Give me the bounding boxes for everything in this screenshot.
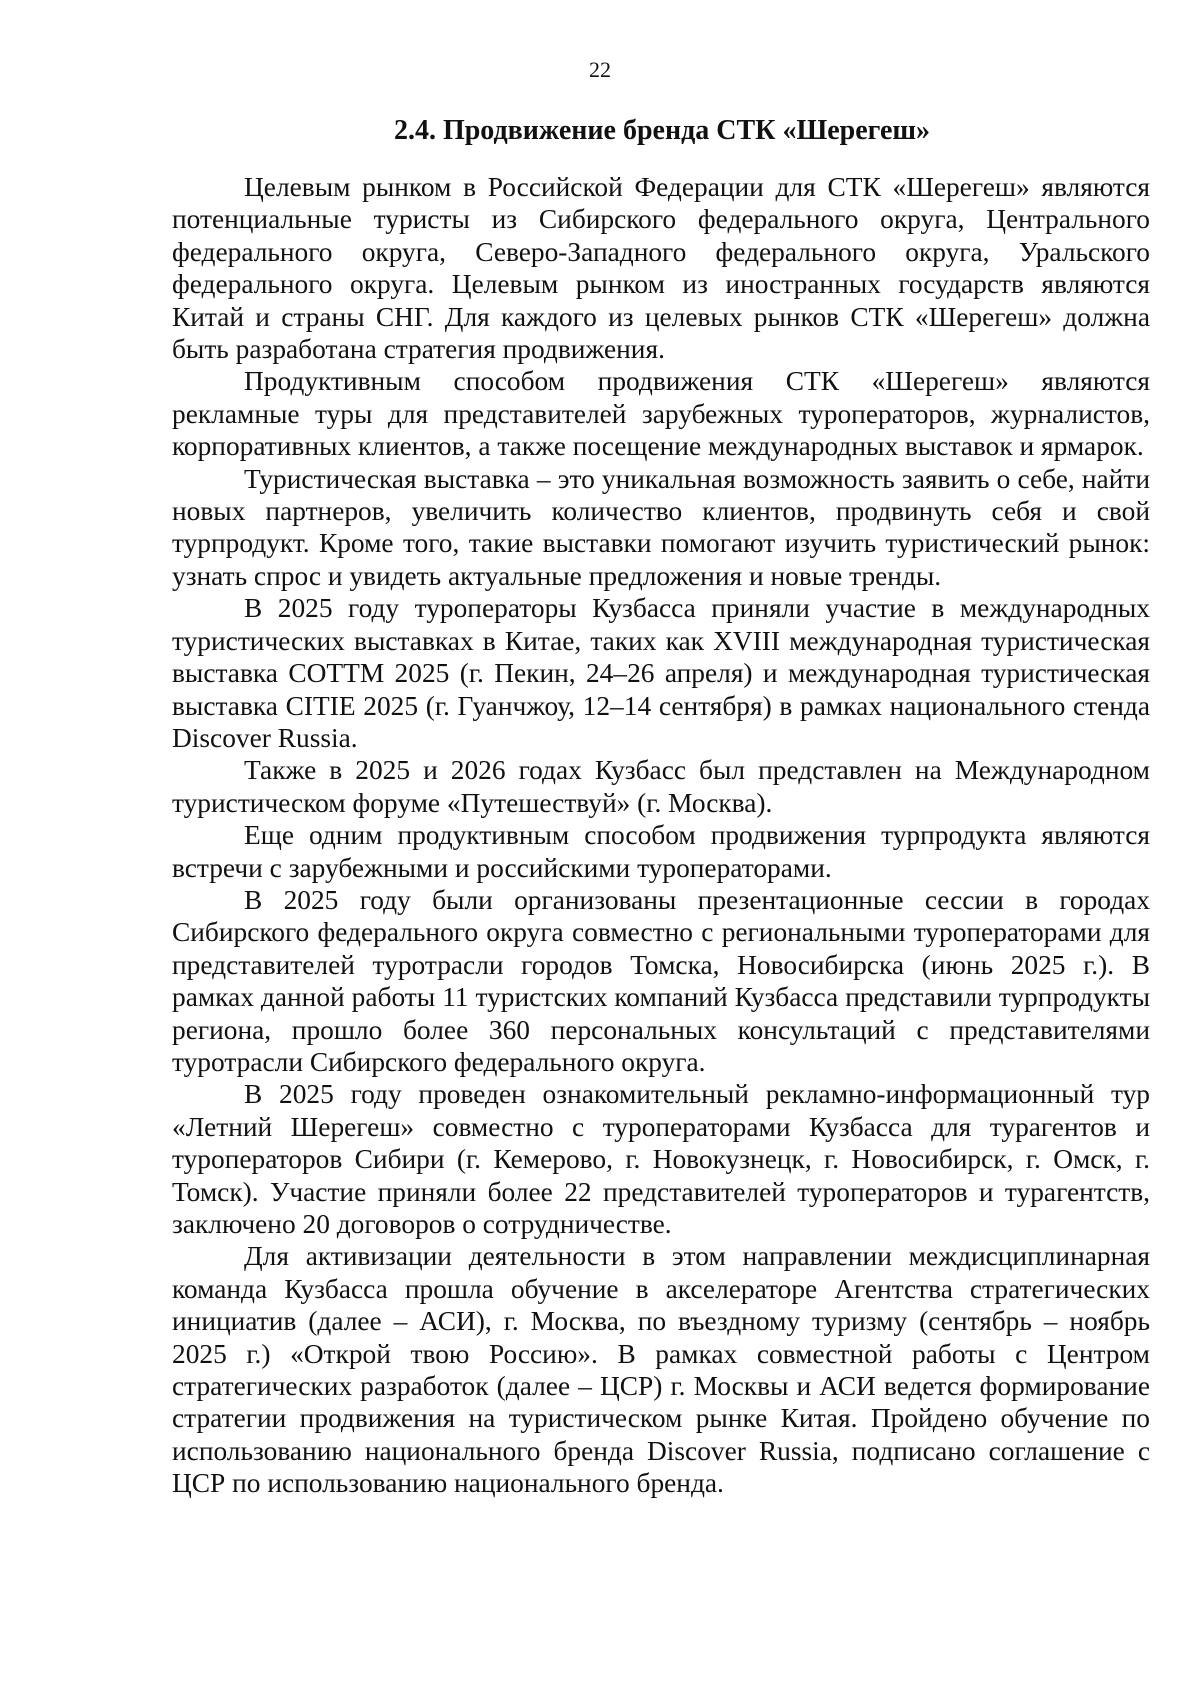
- paragraph: Продуктивным способом продвижения СТК «Шерегеш» являются рекламные туры для представителей зарубежных туроператоров, журналистов, корпоративных клиентов, а также посещение международных выставок и ярмарок.: [172, 366, 1150, 462]
- paragraph: В 2025 году туроператоры Кузбасса приняли участие в международных туристических выставках в Китае, таких как XVIII международная туристическая выставка COTTM 2025 (г. Пекин, 24–26 апреля) и международная туристическая выставка CITIE 2025 (г. Гуанчжоу, 12–14 сентября) в рамках национального стенда Discover Russia.: [172, 593, 1150, 753]
- paragraph: Еще одним продуктивным способом продвижения турпродукта являются встречи с зарубежными и российскими туроператорами.: [172, 820, 1150, 883]
- body-text: [172, 171, 1150, 1500]
- paragraph: Целевым рынком в Российской Федерации для СТК «Шерегеш» являются потенциальные туристы из Сибирского федерального округа, Центрального федерального округа, Северо-Западного федерального округа, Уральского федерального округа. Целевым рынком из иностранных государств являются Китай и страны СНГ. Для каждого из целевых рынков СТК «Шерегеш» должна быть разработана стратегия продвижения.: [172, 172, 1150, 365]
- paragraph: Для активизации деятельности в этом направлении междисциплинарная команда Кузбасса прошла обучение в акселераторе Агентства стратегических инициатив (далее – АСИ), г. Москва, по въездному туризму (сентябрь – ноябрь 2025 г.) «Открой твою Россию». В рамках совместной работы с Центром стратегических разработок (далее – ЦСР) г. Москвы и АСИ ведется формирование стратегии продвижения на туристическом рынке Китая. Пройдено обучение по использованию национального бренда Discover Russia, подписано соглашение с ЦСР по использованию национального бренда.: [172, 1241, 1150, 1499]
- paragraph: В 2025 году были организованы презентационные сессии в городах Сибирского федерального округа совместно с региональными туроператорами для представителей туротрасли городов Томска, Новосибирска (июнь 2025 г.). В рамках данной работы 11 туристских компаний Кузбасса представили турпродукты региона, прошло более 360 персональных консультаций с представителями туротрасли Сибирского федерального округа.: [172, 884, 1150, 1077]
- paragraph: В 2025 году проведен ознакомительный рекламно-информационный тур «Летний Шерегеш» совместно с туроператорами Кузбасса для турагентов и туроператоров Сибири (г. Кемерово, г. Новокузнецк, г. Новосибирск, г. Омск, г. Томск). Участие приняли более 22 представителей туроператоров и турагентств, заключено 20 договоров о сотрудничестве.: [172, 1079, 1150, 1239]
- page-number: 22: [589, 57, 611, 82]
- paragraph: Также в 2025 и 2026 годах Кузбасс был представлен на Международном туристическом форуме «Путешествуй» (г. Москва).: [172, 755, 1150, 818]
- paragraph: Туристическая выставка – это уникальная возможность заявить о себе, найти новых партнеров, увеличить количество клиентов, продвинуть себя и свой турпродукт. Кроме того, такие выставки помогают изучить туристический рынок: узнать спрос и увидеть актуальные предложения и новые тренды.: [172, 463, 1150, 591]
- section-heading: 2.4. Продвижение бренда СТК «Шерегеш»: [393, 115, 931, 146]
